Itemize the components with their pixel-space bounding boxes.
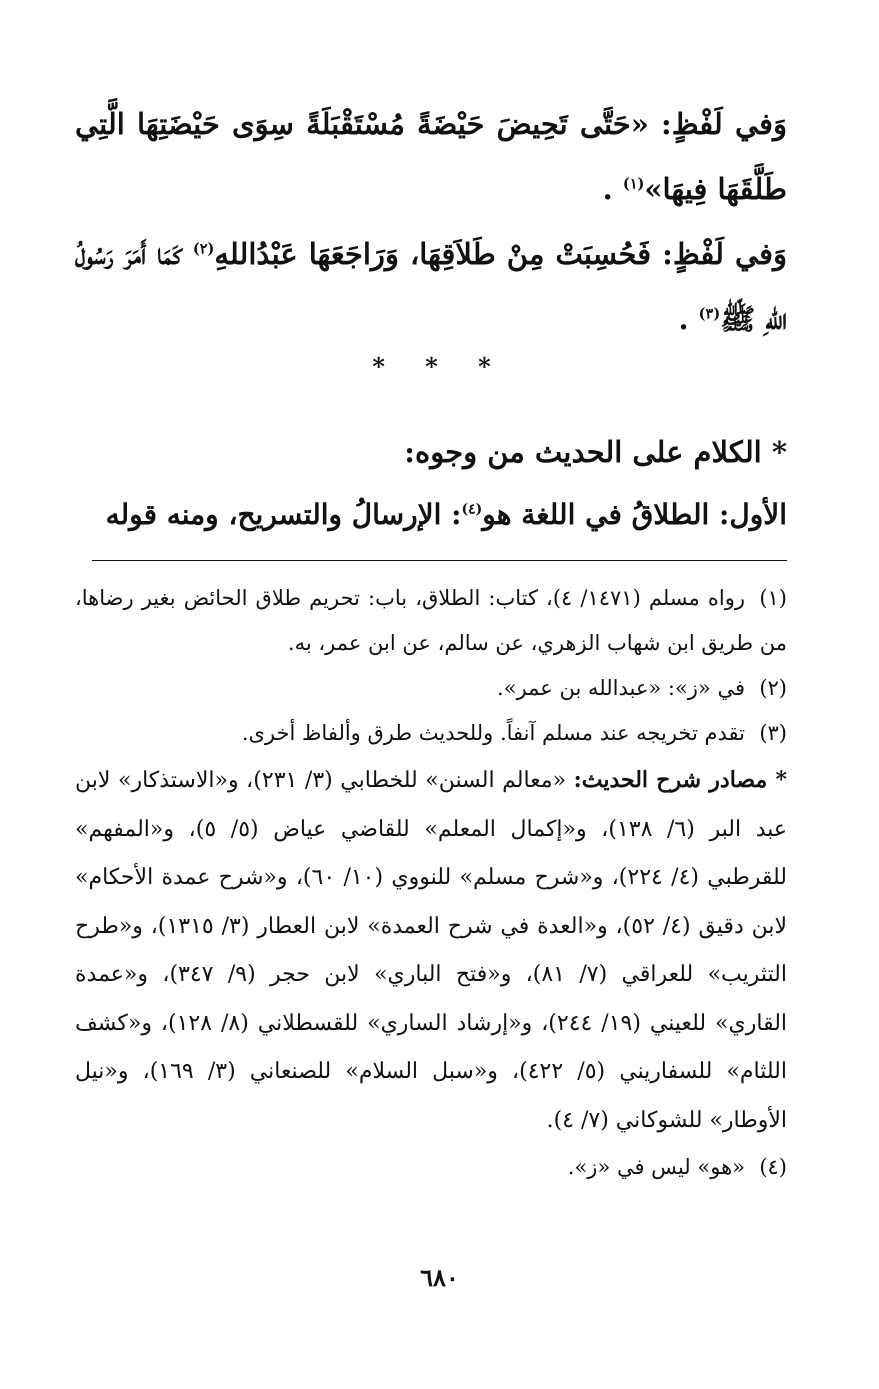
paragraph-2	[75, 222, 787, 352]
paragraph-2-text-cont: كَمَا أَمَرَ رَسُولُ اللهِ ﷺ	[75, 237, 787, 336]
section-separator: * * *	[372, 352, 507, 381]
footnote-ref-1: (١)	[622, 175, 645, 193]
first-aspect-label: الأول:	[719, 498, 787, 531]
footnote-ref-2: (٢)	[192, 240, 215, 258]
footnote-number: (٣)	[759, 721, 787, 745]
footnote-number: (١)	[759, 586, 787, 610]
footnote-4	[75, 1145, 787, 1190]
footnote-1	[75, 576, 787, 666]
paragraph-1-text: وَفي لَفْظٍ: «حَتَّى تَحِيضَ حَيْضَةً مُسْتَقْبَلَةً سِوَى حَيْضَتِهَا الَّتِي طَلَّقَهَا فِيهَا»	[75, 107, 787, 206]
paragraph-2-text: وَفي لَفْظٍ: فَحُسِبَتْ مِنْ طَلاَقِهَا، وَرَاجَعَهَا عَبْدُاللهِ	[214, 237, 787, 271]
footnote-ref-4: (٤)	[461, 501, 483, 518]
footnote-text: في «ز»: «عبدالله بن عمر».	[497, 676, 745, 700]
footnote-divider	[92, 560, 787, 561]
first-aspect-rest: : الإرسالُ والتسريح، ومنه قوله	[105, 498, 462, 531]
footnote-2	[75, 666, 787, 711]
footnote-number: (٤)	[759, 1155, 787, 1179]
footnote-text: رواه مسلم (١٤٧١/ ٤)، كتاب: الطلاق، باب: تحريم طلاق الحائض بغير رضاها، من طريق ابن شهاب الزهري، عن سالم، عن ابن عمر، به.	[75, 586, 787, 655]
paragraph-1-end: .	[602, 172, 613, 206]
section-heading: * الكلام على الحديث من وجوه:	[404, 435, 787, 469]
first-aspect-text: الطلاقُ في اللغة هو	[482, 498, 710, 531]
footnote-number: (٢)	[759, 676, 787, 700]
footnote-text: تقدم تخريجه عند مسلم آنفاً. وللحديث طرق وألفاظ أخرى.	[241, 721, 745, 745]
footnote-text: «هو» ليس في «ز».	[567, 1155, 745, 1179]
paragraph-2-end: .	[678, 302, 689, 336]
first-aspect-paragraph	[75, 488, 787, 542]
footnotes	[75, 576, 787, 1190]
footnote-3	[75, 711, 787, 756]
page-number: ٦٨٠	[420, 1263, 459, 1292]
sources-label: * مصادر شرح الحديث:	[573, 767, 787, 793]
hadith-sources	[75, 756, 787, 1145]
footnote-ref-3: (٣)	[698, 305, 721, 323]
sources-text: «معالم السنن» للخطابي (٣/ ٢٣١)، و«الاستذكار» لابن عبد البر (٦/ ١٣٨)، و«إكمال المعلم» للقاضي عياض (٥/ ٥)، و«المفهم» للقرطبي (٤/ ٢٢٤)، و«شرح مسلم» للنووي (١٠/ ٦٠)، و«شرح عمدة الأحكام» لابن دقيق (٤/ ٥٢)، و«العدة في شرح العمدة» لابن العطار (٣/ ١٣١٥)، و«طرح التثريب» للعراقي (٧/ ٨١)، و«فتح الباري» لابن حجر (٩/ ٣٤٧)، و«عمدة القاري» للعيني (١٩/ ٢٤٤)، و«إرشاد الساري» للقسطلاني (٨/ ١٢٨)، و«كشف اللثام» للسفاريني (٥/ ٤٢٢)، و«سبل السلام» للصنعاني (٣/ ١٦٩)، و«نيل الأوطار» للشوكاني (٧/ ٤).	[75, 768, 788, 1133]
paragraph-1	[75, 92, 787, 222]
hadith-text	[75, 92, 787, 352]
